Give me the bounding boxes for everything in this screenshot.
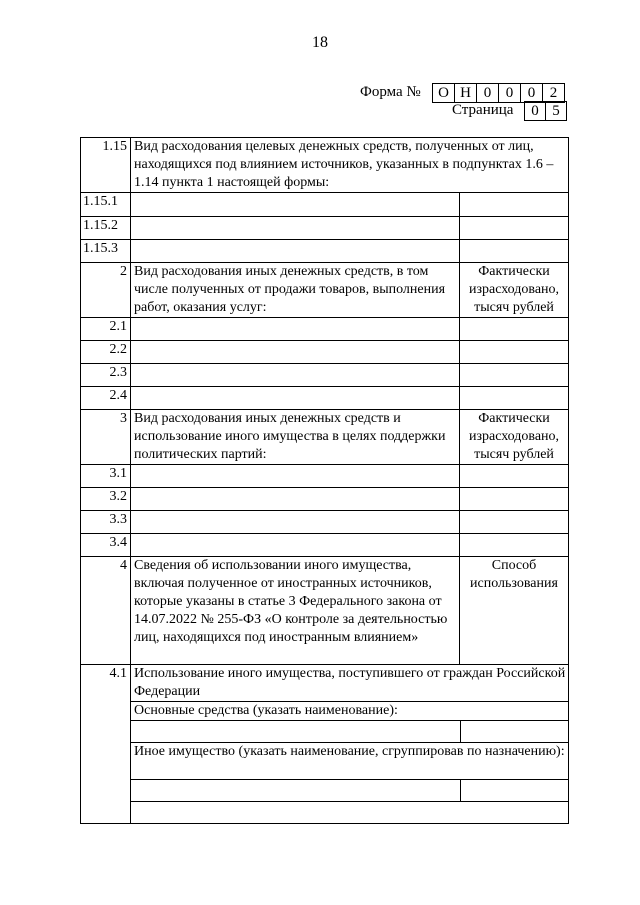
form-code-char: 0 xyxy=(521,84,543,103)
page-code-char: 5 xyxy=(546,102,567,121)
row-number: 2.4 xyxy=(81,387,131,410)
input-cell[interactable] xyxy=(131,721,460,743)
row-number: 2.3 xyxy=(81,364,131,387)
input-cell[interactable] xyxy=(131,534,460,557)
row-number: 3.2 xyxy=(81,488,131,511)
row-description: Вид расходования иных денежных средств, в том числе полученных от продажи товаров, выполнения работ, оказания услуг: xyxy=(131,263,460,318)
input-cell[interactable] xyxy=(460,193,569,217)
page-code-char: 0 xyxy=(525,102,546,121)
property-usage-subtable xyxy=(131,665,569,823)
fixed-assets-label: Основные средства (указать наименование): xyxy=(131,702,569,721)
table-row xyxy=(81,318,569,341)
input-cell[interactable] xyxy=(460,341,569,364)
row-number: 3 xyxy=(81,410,131,465)
form-code-char: 0 xyxy=(477,84,499,103)
column-header: Фактически израсходовано, тысяч рублей xyxy=(460,263,569,318)
table-row xyxy=(81,488,569,511)
table-row xyxy=(81,387,569,410)
column-header: Способ использования xyxy=(460,557,569,665)
input-cell[interactable] xyxy=(131,511,460,534)
input-cell[interactable] xyxy=(460,488,569,511)
page-code-boxes xyxy=(524,101,567,121)
input-cell[interactable] xyxy=(460,364,569,387)
form-code-char: Н xyxy=(455,84,477,103)
form-code-boxes xyxy=(432,83,565,103)
property-usage-block xyxy=(131,665,569,824)
input-cell[interactable] xyxy=(131,240,460,263)
input-cell[interactable] xyxy=(131,193,460,217)
row-number: 2 xyxy=(81,263,131,318)
input-cell[interactable] xyxy=(460,387,569,410)
subsection-title: Использование иного имущества, поступившего от граждан Российской Федерации xyxy=(131,665,569,702)
input-cell[interactable] xyxy=(131,387,460,410)
input-cell[interactable] xyxy=(131,465,460,488)
input-cell[interactable] xyxy=(460,511,569,534)
expenditure-table xyxy=(80,137,569,824)
table-row xyxy=(81,665,569,824)
form-number-label: Форма № xyxy=(360,84,421,100)
row-number: 3.4 xyxy=(81,534,131,557)
input-cell[interactable] xyxy=(131,217,460,240)
input-cell[interactable] xyxy=(131,318,460,341)
table-row xyxy=(81,193,569,217)
input-cell[interactable] xyxy=(460,780,569,802)
table-row xyxy=(81,341,569,364)
row-number: 3.1 xyxy=(81,465,131,488)
input-cell[interactable] xyxy=(460,465,569,488)
table-row xyxy=(81,263,569,318)
input-cell[interactable] xyxy=(460,534,569,557)
other-property-label: Иное имущество (указать наименование, сгруппировав по назначению): xyxy=(131,743,569,780)
row-number: 1.15.3 xyxy=(81,240,131,263)
row-number: 3.3 xyxy=(81,511,131,534)
table-row xyxy=(81,240,569,263)
table-row xyxy=(81,217,569,240)
table-row xyxy=(81,557,569,665)
form-code-char: 0 xyxy=(499,84,521,103)
input-cell[interactable] xyxy=(460,240,569,263)
row-number: 4 xyxy=(81,557,131,665)
table-row xyxy=(81,364,569,387)
table-row xyxy=(81,465,569,488)
input-cell[interactable] xyxy=(460,318,569,341)
input-cell[interactable] xyxy=(131,780,460,802)
form-code-char: О xyxy=(433,84,455,103)
input-cell[interactable] xyxy=(131,364,460,387)
row-description: Вид расходования иных денежных средств и использование иного имущества в целях поддержки политических партий: xyxy=(131,410,460,465)
row-number: 2.2 xyxy=(81,341,131,364)
page-label: Страница xyxy=(452,102,514,118)
page-number: 18 xyxy=(312,34,328,51)
input-cell[interactable] xyxy=(131,802,569,824)
row-number: 1.15 xyxy=(81,138,131,193)
column-header: Фактически израсходовано, тысяч рублей xyxy=(460,410,569,465)
row-number: 1.15.2 xyxy=(81,217,131,240)
row-number: 2.1 xyxy=(81,318,131,341)
table-row xyxy=(81,534,569,557)
input-cell[interactable] xyxy=(131,341,460,364)
table-row xyxy=(81,138,569,193)
input-cell[interactable] xyxy=(460,721,569,743)
row-description: Вид расходования целевых денежных средств, полученных от лиц, находящихся под влиянием источников, указанных в подпунктах 1.6 – 1.14 пункта 1 настоящей формы: xyxy=(131,138,569,193)
input-cell[interactable] xyxy=(460,217,569,240)
row-number: 4.1 xyxy=(81,665,131,824)
row-description: Сведения об использовании иного имущества, включая полученное от иностранных источников, которые указаны в статье 3 Федерального закона от 14.07.2022 № 255-ФЗ «О контроле за деятельностью лиц, находящихся под иностранным влиянием» xyxy=(131,557,460,665)
input-cell[interactable] xyxy=(131,488,460,511)
table-row xyxy=(81,511,569,534)
table-row xyxy=(81,410,569,465)
row-number: 1.15.1 xyxy=(81,193,131,217)
form-code-char: 2 xyxy=(543,84,565,103)
